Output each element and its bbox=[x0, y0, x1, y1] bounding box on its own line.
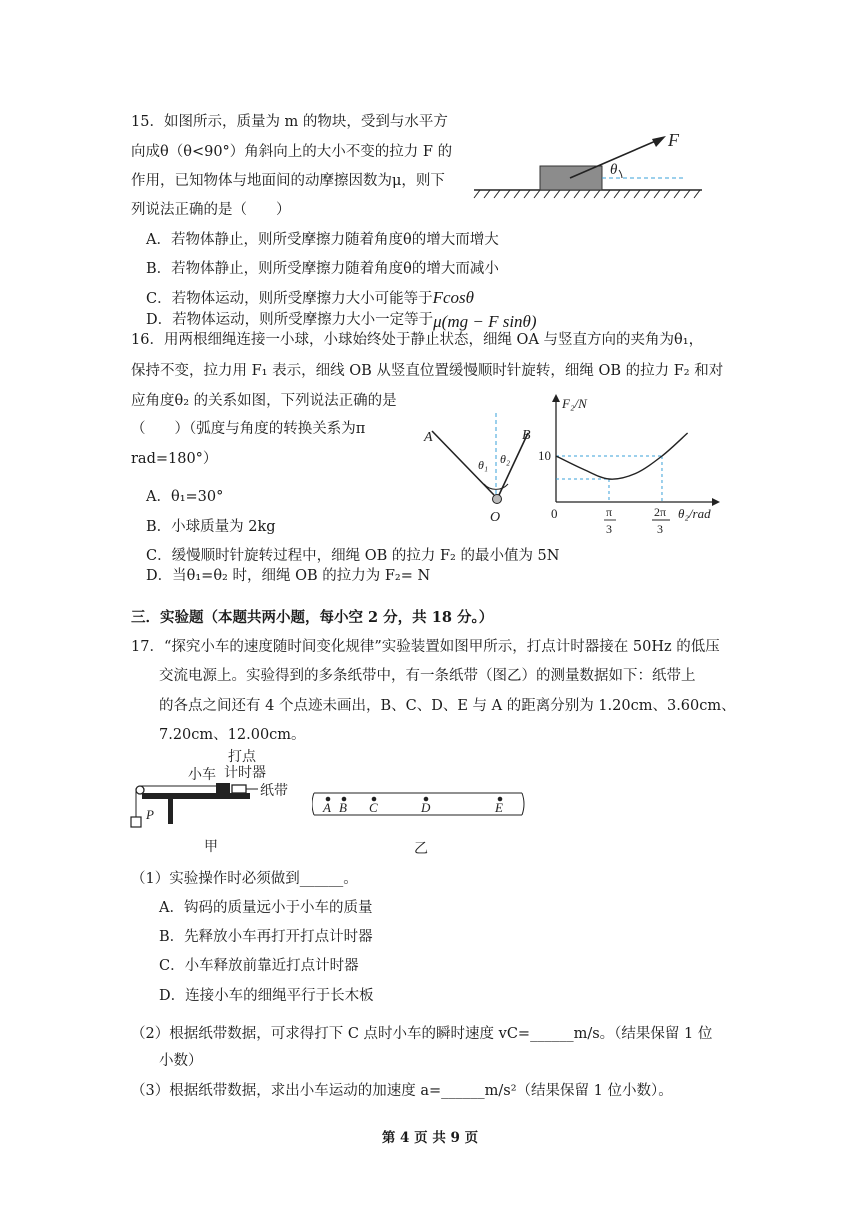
label-jia: 甲 bbox=[204, 840, 218, 855]
svg-text:3: 3 bbox=[606, 522, 612, 536]
q15-option-d-text: D．若物体运动，则所受摩擦力大小一定等于 bbox=[146, 312, 434, 328]
tape-label-b: B bbox=[339, 800, 347, 815]
page-footer: 第 4 页 共 9 页 bbox=[381, 1130, 479, 1146]
q17-line-3: 的各点之间还有 4 个点迹未画出，B、C、D、E 与 A 的距离分别为 1.20cm、3.60cm、 bbox=[159, 698, 736, 714]
q17-line-1: 17．“探究小车的速度随时间变化规律”实验装置如图甲所示，打点计时器接在 50Hz 的低压 bbox=[131, 639, 720, 655]
svg-text:2π: 2π bbox=[654, 505, 667, 519]
chart-xlabel: θ₂/rad bbox=[678, 506, 711, 521]
q15-force-label: F bbox=[668, 130, 679, 150]
chart-ylabel: F₂/N bbox=[562, 396, 587, 411]
q15-option-a: A．若物体静止，则所受摩擦力随着角度θ的增大而增大 bbox=[146, 232, 499, 248]
q16-label-theta2: θ₂ bbox=[500, 452, 511, 466]
tape-label-a: A bbox=[323, 800, 331, 815]
q17-sub-1-option-d: D．连接小车的细绳平行于长木板 bbox=[159, 988, 374, 1004]
q15-option-c-text: C．若物体运动，则所受摩擦力大小可能等于 bbox=[146, 291, 433, 307]
label-zhidai: 纸带 bbox=[260, 784, 288, 799]
q15-line-3: 作用，已知物体与地面间的动摩擦因数为μ，则下 bbox=[131, 173, 445, 189]
label-dajishi: 打点 bbox=[228, 750, 256, 765]
svg-text:3: 3 bbox=[657, 522, 663, 536]
q16-line-1: 16．用两根细绳连接一小球，小球始终处于静止状态，细绳 OA 与竖直方向的夹角为θ₁， bbox=[131, 332, 704, 348]
svg-text:π: π bbox=[606, 505, 613, 519]
q17-sub-2-line-2: 小数） bbox=[159, 1053, 203, 1069]
q16-line-2: 保持不变，拉力用 F₁ 表示，细线 OB 从竖直位置缓慢顺时针旋转，细绳 OB 的拉力 F₂ 和对 bbox=[131, 363, 724, 379]
q16-option-d: D．当θ₁=θ₂ 时，细绳 OB 的拉力为 F₂= N bbox=[146, 568, 431, 584]
chart-ytick-10: 10 bbox=[538, 448, 551, 463]
tape-label-c: C bbox=[369, 800, 378, 815]
label-p: P bbox=[146, 807, 154, 822]
q17-sub-1: （1）实验操作时必须做到______。 bbox=[131, 871, 358, 887]
q15-angle-label: θ bbox=[610, 162, 618, 178]
q15-option-c-formula: Fcosθ bbox=[432, 288, 474, 307]
q15-line-4: 列说法正确的是（ ） bbox=[131, 202, 291, 218]
label-xiaoche: 小车 bbox=[188, 768, 216, 783]
q16-label-a: A bbox=[424, 430, 433, 445]
q17-sub-1-option-c: C．小车释放前靠近打点计时器 bbox=[159, 958, 359, 974]
q16-f2-theta-chart bbox=[530, 390, 730, 540]
q17-figure-yi bbox=[312, 785, 527, 857]
q16-option-a: A．θ₁=30° bbox=[146, 489, 224, 505]
chart-xtick-pi3 bbox=[604, 505, 616, 536]
label-yi: 乙 bbox=[414, 842, 428, 857]
tape-label-d: D bbox=[421, 800, 431, 815]
q16-line-5: rad=180°） bbox=[131, 451, 218, 467]
q16-label-b: B bbox=[522, 428, 531, 443]
q16-label-theta1: θ₁ bbox=[478, 458, 489, 472]
q16-line-4: （ ）（弧度与角度的转换关系为π bbox=[131, 421, 366, 437]
q15-line-2: 向成θ（θ<90°）角斜向上的大小不变的拉力 F 的 bbox=[131, 144, 453, 160]
q17-figure-jia bbox=[128, 745, 308, 857]
q17-sub-3: （3）根据纸带数据，求出小车运动的加速度 a=______m/s²（结果保留 1 位小数）。 bbox=[131, 1083, 673, 1099]
q15-line-1: 15．如图所示，质量为 m 的物块，受到与水平方 bbox=[131, 114, 448, 130]
q15-option-b: B．若物体静止，则所受摩擦力随着角度θ的增大而减小 bbox=[146, 261, 499, 277]
label-jishiqi: 计时器 bbox=[224, 766, 266, 781]
q17-sub-2-line-1: （2）根据纸带数据，可求得打下 C 点时小车的瞬时速度 vC=______m/s。（结果保留 1 位 bbox=[131, 1026, 713, 1042]
q15-option-d bbox=[146, 309, 537, 330]
q15-option-c bbox=[146, 288, 474, 309]
section-3-heading: 三．实验题（本题共两小题，每小空 2 分，共 18 分。） bbox=[131, 609, 494, 626]
q17-sub-1-option-b: B．先释放小车再打开打点计时器 bbox=[159, 929, 373, 945]
chart-xtick-0: 0 bbox=[551, 506, 558, 521]
q16-option-b: B．小球质量为 2kg bbox=[146, 519, 276, 535]
q17-line-2: 交流电源上。实验得到的多条纸带中，有一条纸带（图乙）的测量数据如下：纸带上 bbox=[159, 668, 696, 684]
q15-figure bbox=[470, 128, 710, 208]
q16-line-3: 应角度θ₂ 的关系如图，下列说法正确的是 bbox=[131, 393, 397, 409]
q17-line-4: 7.20cm、12.00cm。 bbox=[159, 727, 306, 743]
chart-xtick-2pi3 bbox=[652, 505, 670, 536]
q17-sub-1-option-a: A．钩码的质量远小于小车的质量 bbox=[159, 900, 373, 916]
q16-option-c: C．缓慢顺时针旋转过程中，细绳 OB 的拉力 F₂ 的最小值为 5N bbox=[146, 548, 560, 564]
tape-label-e: E bbox=[495, 800, 503, 815]
q15-option-d-formula: μ(mg − F sinθ) bbox=[433, 312, 537, 331]
q16-label-o: O bbox=[490, 510, 501, 525]
